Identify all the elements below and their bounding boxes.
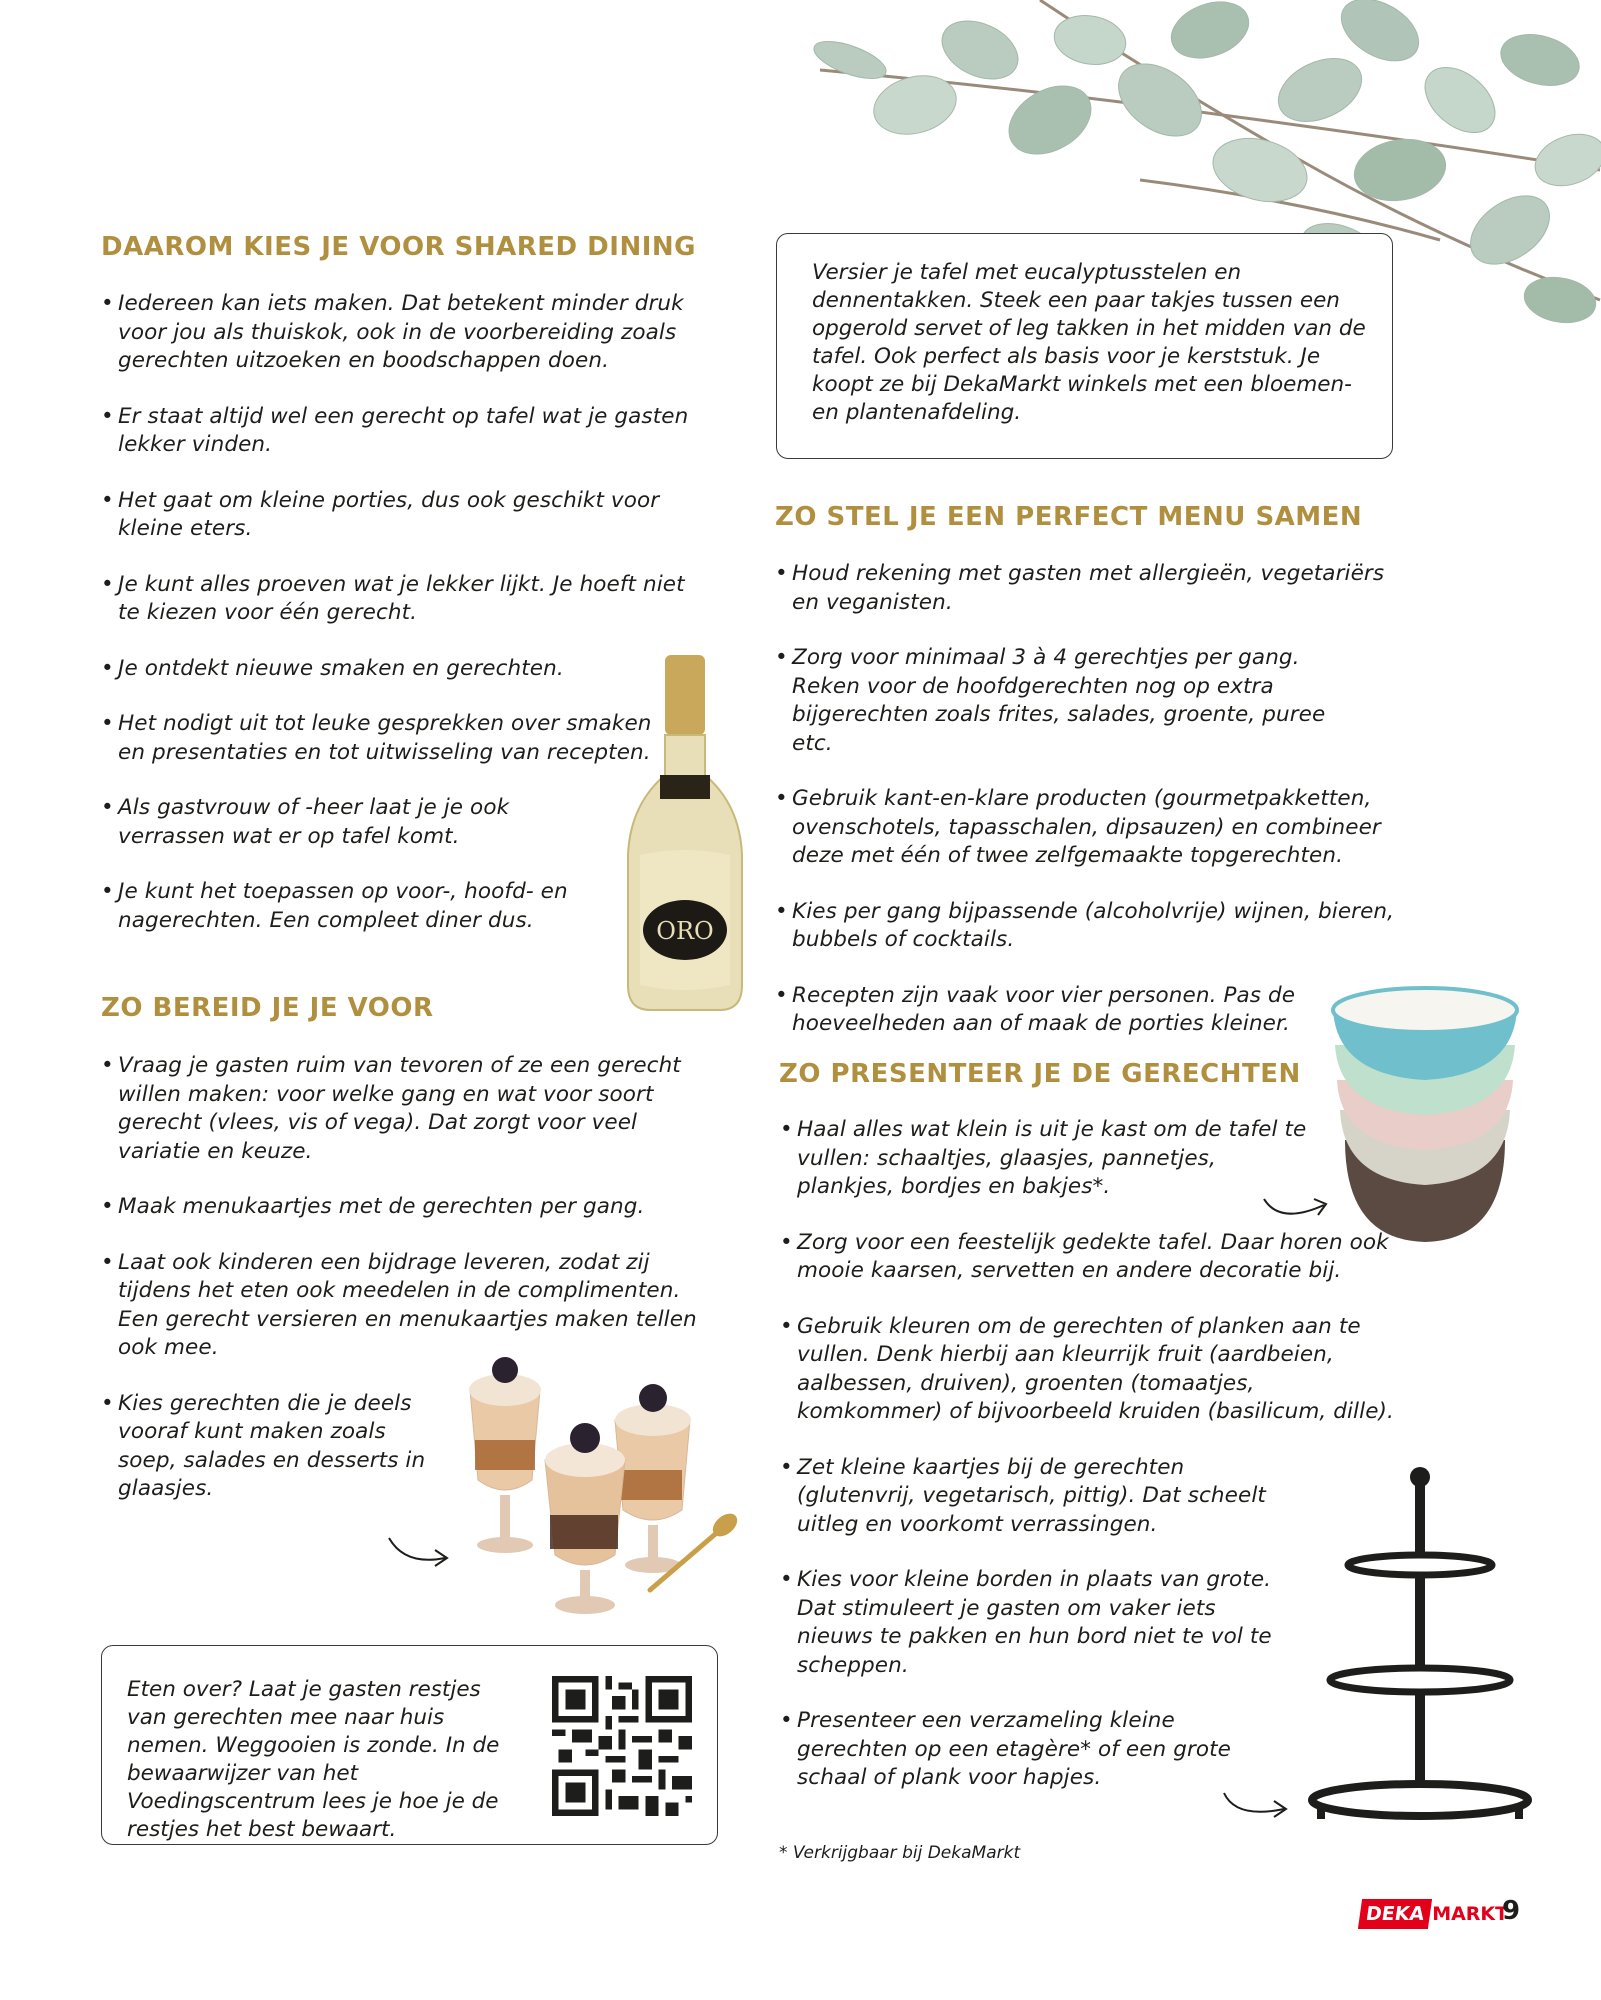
list-item: • Je ontdekt nieuwe smaken en gerechten. [101,655,691,684]
decoration-tip-box [776,233,1393,459]
eucalyptus-leaf [1050,10,1129,70]
etagere-tier-bottom [1312,1784,1528,1816]
heading-menu: ZO STEL JE EEN PERFECT MENU SAMEN [775,502,1363,532]
qr-code-icon[interactable] [552,1676,692,1816]
etagere-stand-image [1305,1465,1535,1845]
dessert-glass-right [615,1384,691,1573]
list-item: • Het gaat om kleine porties, dus ook geschikt voor kleine eters. [101,487,691,544]
eucalyptus-leaf [867,67,963,143]
shared-dining-list [101,290,691,962]
list-item: • Gebruik kant-en-klare producten (gourmetpakketten, ovenschotels, tapasschalen, dipsauzen) en combineer deze met één of twee zelfgemaakte topgerechten. [775,785,1395,871]
eucalyptus-leaf [1164,0,1257,68]
eucalyptus-leaf [1528,125,1601,195]
list-item: • Je kunt het toepassen op voor-, hoofd- en nagerechten. Een compleet diner dus. [101,878,598,935]
page-number: 9 [1502,1896,1521,1926]
etagere-pole [1415,1485,1425,1815]
dessert-glasses-image [450,1330,750,1620]
list-item: • Maak menukaartjes met de gerechten per gang. [101,1193,711,1222]
list-item: • Vraag je gasten ruim van tevoren of ze een gerecht willen maken: voor welke gang en wat voor soort gerecht (vlees, vis of vega). Dat zorgt voor veel variatie en keuze. [101,1052,711,1166]
eucalyptus-leaf [933,10,1027,91]
heading-present: ZO PRESENTEER JE DE GERECHTEN [779,1059,1301,1089]
eucalyptus-leaf [1105,49,1215,151]
eucalyptus-leaf [1521,272,1600,328]
list-item: • Zorg voor een feestelijk gedekte tafel. Daar horen ook mooie kaarsen, servetten en andere decoratie bij. [780,1229,1397,1286]
list-item: • Gebruik kleuren om de gerechten of planken aan te vullen. Denk hierbij aan kleurrijk fruit (aardbeien, aalbessen, druiven), groenten (tomaatjes, komkommer) of bijvoorbeeld kruiden (basilicum, dille). [780,1313,1400,1427]
dessert-glass-center [545,1423,625,1614]
etagere-knob [1410,1467,1430,1487]
list-item: • Haal alles wat klein is uit je kast om de tafel te vullen: schaaltjes, glaasjes, pannetjes, plankjes, bordjes en bakjes*. [780,1116,1317,1202]
list-item: • Het nodigt uit tot leuke gesprekken over smaken en presentaties en tot uitwisseling van recepten. [101,710,678,767]
list-item: • Als gastvrouw of -heer laat je je ook verrassen wat er op tafel komt. [101,794,538,851]
list-item: • Kies voor kleine borden in plaats van grote. Dat stimuleert je gasten om vaker iets nieuws te pakken en hun bord niet te vol te scheppen. [780,1566,1297,1680]
menu-list [775,560,1395,1066]
eucalyptus-leaf [1268,46,1371,134]
etagere-tier-middle [1330,1668,1510,1692]
list-item: • Kies gerechten die je deels vooraf kunt maken zoals soep, salades en desserts in glaasjes. [101,1390,448,1504]
footnote: * Verkrijgbaar bij DekaMarkt [779,1843,1021,1863]
eucalyptus-leaf [1413,54,1508,145]
prosecco-bottle-image [620,655,750,1015]
leftovers-info-box [101,1645,718,1845]
heading-shared-dining: DAAROM KIES JE VOOR SHARED DINING [101,232,696,262]
bottle-label-text: ORO [656,917,714,945]
list-item: • Presenteer een verzameling kleine gerechten op een etagère* of een grote schaal of plank voor hapjes. [780,1707,1257,1793]
eucalyptus-leaf [810,34,891,86]
heading-prepare: ZO BEREID JE JE VOOR [101,993,434,1023]
etagere-foot [1317,1805,1325,1819]
leftovers-box-text: Eten over? Laat je gasten restjes van gerechten mee naar huis nemen. Weggooien is zonde. In de bewaarwijzer van het Voedingscentrum lees je hoe je de restjes het best bewaart. [127,1677,500,1842]
eucalyptus-leaf [1206,129,1314,212]
eucalyptus-leaf [997,72,1103,168]
list-item: • Zorg voor minimaal 3 à 4 gerechtjes per gang. Reken voor de hoofdgerechten nog op extra bijgerechten zoals frites, salades, groente, puree etc. [775,644,1372,758]
curved-arrow-icon [1220,1785,1295,1825]
list-item: • Zet kleine kaartjes bij de gerechten (glutenvrij, vegetarisch, pittig). Dat scheelt uitleg en voorkomt verrassingen. [780,1454,1297,1540]
list-item: • Recepten zijn vaak voor vier personen. Pas de hoeveelheden aan of maak de porties kleiner. [775,982,1332,1039]
bowl-teal-rim [1333,988,1517,1032]
tip-box-text: Versier je tafel met eucalyptusstelen en dennentakken. Steek een paar takjes tussen een opgerold servet of leg takken in het midden van de tafel. Ook perfect als basis voor je kerststuk. Je koopt ze bij DekaMarkt winkels met een bloemen- en plantenafdeling. [812,260,1366,425]
dekamarkt-logo[interactable] [1360,1896,1508,1932]
list-item: • Iedereen kan iets maken. Dat betekent minder druk voor jou als thuiskok, ook in de voorbereiding zoals gerechten uitzoeken en boodschappen doen. [101,290,691,376]
logo-markt: MARKT [1432,1903,1509,1925]
list-item: • Kies per gang bijpassende (alcoholvrije) wijnen, bieren, bubbels of cocktails. [775,898,1395,955]
list-item: • Houd rekening met gasten met allergieën, vegetariërs en veganisten. [775,560,1395,617]
etagere-tier-top [1348,1555,1492,1575]
etagere-foot [1515,1805,1523,1819]
list-item: • Er staat altijd wel een gerecht op tafel wat je gasten lekker vinden. [101,403,691,460]
list-item: • Laat ook kinderen een bijdrage leveren, zodat zij tijdens het eten ook meedelen in de complimenten. Een gerecht versieren en menukaartjes maken tellen ook mee. [101,1249,698,1363]
bottle-foil [665,655,705,735]
eucalyptus-leaf [1495,26,1585,93]
bottle-neck-band [660,775,710,799]
list-item: • Je kunt alles proeven wat je lekker lijkt. Je hoeft niet te kiezen voor één gerecht. [101,571,691,628]
logo-deka: DEKA [1358,1899,1432,1929]
curved-arrow-icon [385,1530,455,1570]
dessert-glass-left [469,1357,541,1553]
